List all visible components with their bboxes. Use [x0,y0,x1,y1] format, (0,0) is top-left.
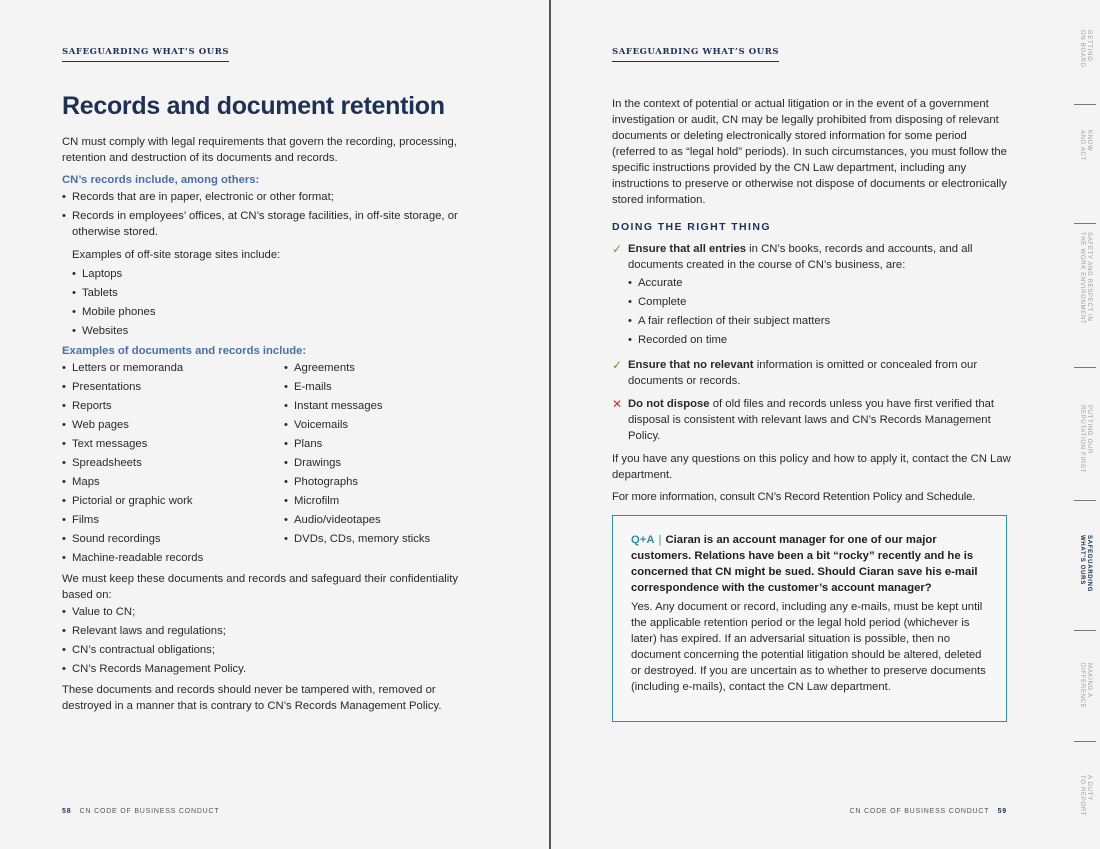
list-item: • Instant messages [284,397,474,416]
list-item: • DVDs, CDs, memory sticks [284,530,474,549]
list-item: • Drawings [284,454,474,473]
qa-tag: Q+A [631,534,655,546]
qa-answer: Yes. Any document or record, including any e-mails, must be kept until the applicable retention period or the legal hold period (whichever is later) has expired. If an adversarial situation is possible, then no document concerning the potential litigation should be altered, deleted or destroyed. If you are uncertain as to whether to preserve documents (including e-mails), contact the CN Law department. [631,601,986,693]
list-item: • Recorded on time [628,331,1012,350]
guideline-item [612,241,1012,350]
records-list [62,189,482,241]
keep-intro: We must keep these documents and records and safeguard their confidentiality based on: [62,572,459,601]
list-item: • Machine-readable records [62,549,284,568]
list-item: • Reports [62,397,284,416]
tab-duty-to-report[interactable]: A DUTY TO REPORT [1079,775,1092,817]
offsite-block [62,247,482,341]
tab-safeguarding[interactable]: SAFEGUARDING WHAT’S OURS [1079,535,1092,593]
qa-separator: | [658,534,662,546]
list-item: • Spreadsheets [62,454,284,473]
list-item: • Maps [62,473,284,492]
tab-divider [1074,741,1096,742]
list-item: • CN’s contractual obligations; [62,641,482,660]
offsite-list [72,265,482,341]
cross-icon: ✕ [612,397,623,411]
list-item: • Agreements [284,359,474,378]
section-label: SAFEGUARDING WHAT’S OURS [62,47,229,62]
tab-safety-respect[interactable]: SAFETY AND RESPECT IN THE WORK ENVIRONMENT [1079,232,1092,325]
guideline-text: in CN’s books, records and accounts, and all documents created in the course of CN’s business, are: [628,243,973,271]
guideline-bold: Do not dispose [628,398,710,410]
more-info-paragraph: For more information, consult CN’s Record Retention Policy and Schedule. [612,491,976,503]
tab-divider [1074,630,1096,631]
guideline-text: of old files and records unless you have first verified that disposal is consistent with relevant laws and CN’s Records Management Policy. [628,398,995,442]
questions-paragraph: If you have any questions on this policy and how to apply it, contact the CN Law department. [612,453,1011,481]
list-item: • E-mails [284,378,474,397]
footer-title: CN CODE OF BUSINESS CONDUCT [79,808,220,815]
offsite-intro: Examples of off-site storage sites include: [72,248,281,261]
guideline-bold: Ensure that no relevant [628,359,754,371]
guideline-bold: Ensure that all entries [628,243,747,255]
list-item: • Microfilm [284,492,474,511]
right-page [551,0,1070,849]
examples-list-col2 [284,359,474,568]
list-item: • Plans [284,435,474,454]
qa-box [612,515,1007,722]
intro-paragraph: In the context of potential or actual litigation or in the event of a government investigation or audit, CN may be legally prohibited from disposing of relevant documents or deleting electronically stored information for some period (referred to as “legal hold” periods). In such circumstances, you must follow the specific instructions provided by the CN Law department, including any instructions to preserve or otherwise not dispose of documents or electronically stored information. [612,98,1007,206]
list-item: • Laptops [72,265,482,284]
tab-divider [1074,223,1096,224]
tab-know-and-act[interactable]: KNOW AND ACT [1079,130,1092,161]
list-item: • Websites [72,322,482,341]
qa-question: Ciaran is an account manager for one of our major customers. Relations have been a bit “rocky” recently and he is concerned that CN might be sued. Should Ciaran save his e-mail correspondence with the customer’s account manager? [631,534,978,594]
list-item: • Pictorial or graphic work [62,492,284,511]
guideline-item [612,357,1012,389]
list-item: • Relevant laws and regulations; [62,622,482,641]
right-content [612,96,1012,505]
examples-heading: Examples of documents and records include: [62,344,307,357]
list-item: • Records that are in paper, electronic or other format; [62,189,482,206]
list-item: • Records in employees’ offices, at CN’s storage facilities, in off-site storage, or otherwise stored. [62,208,482,241]
list-item: • Sound recordings [62,530,284,549]
guideline-item [612,396,1012,444]
list-item: • Tablets [72,284,482,303]
list-item: • Text messages [62,435,284,454]
list-item: • Films [62,511,284,530]
doing-right-thing-heading: DOING THE RIGHT THING [612,221,771,233]
list-item: • Complete [628,293,1012,312]
examples-columns [62,359,482,568]
guideline-list [628,274,1012,350]
page-number: 59 [997,808,1007,815]
list-item: • Mobile phones [72,303,482,322]
section-tabs [1070,0,1100,849]
list-item: • Photographs [284,473,474,492]
list-item: • Letters or memoranda [62,359,284,378]
tab-divider [1074,500,1096,501]
examples-list-col1 [62,359,284,568]
list-item: • A fair reflection of their subject matters [628,312,1012,331]
qa-question-block [631,532,988,596]
check-icon: ✓ [612,358,623,372]
tab-making-difference[interactable]: MAKING A DIFFERENCE [1079,663,1092,709]
page-title: Records and document retention [62,92,445,120]
list-item: • Value to CN; [62,603,482,622]
left-content [62,134,482,714]
check-icon: ✓ [612,242,623,256]
list-item: • Accurate [628,274,1012,293]
footer [62,808,219,815]
list-item: • Web pages [62,416,284,435]
records-heading: CN’s records include, among others: [62,174,260,186]
tab-divider [1074,367,1096,368]
list-item: • Audio/videotapes [284,511,474,530]
page-number: 58 [62,808,72,815]
closing-paragraph: These documents and records should never be tampered with, removed or destroyed in a manner that is contrary to CN’s Records Management Policy. [62,683,442,712]
section-label: SAFEGUARDING WHAT’S OURS [612,47,779,62]
tab-divider [1074,104,1096,105]
tab-reputation-first[interactable]: PUTTING OUR REPUTATION FIRST [1079,405,1092,473]
list-item: • Presentations [62,378,284,397]
footer [850,808,1007,815]
tab-getting-on-board[interactable]: GETTING ON BOARD [1079,30,1092,68]
intro-paragraph: CN must comply with legal requirements that govern the recording, processing, retention and destruction of its documents and records. [62,136,457,164]
footer-title: CN CODE OF BUSINESS CONDUCT [849,808,990,815]
keep-list [62,603,482,679]
guideline-text: information is omitted or concealed from our documents or records. [628,359,978,387]
list-item: • Voicemails [284,416,474,435]
list-item: • CN’s Records Management Policy. [62,660,482,679]
